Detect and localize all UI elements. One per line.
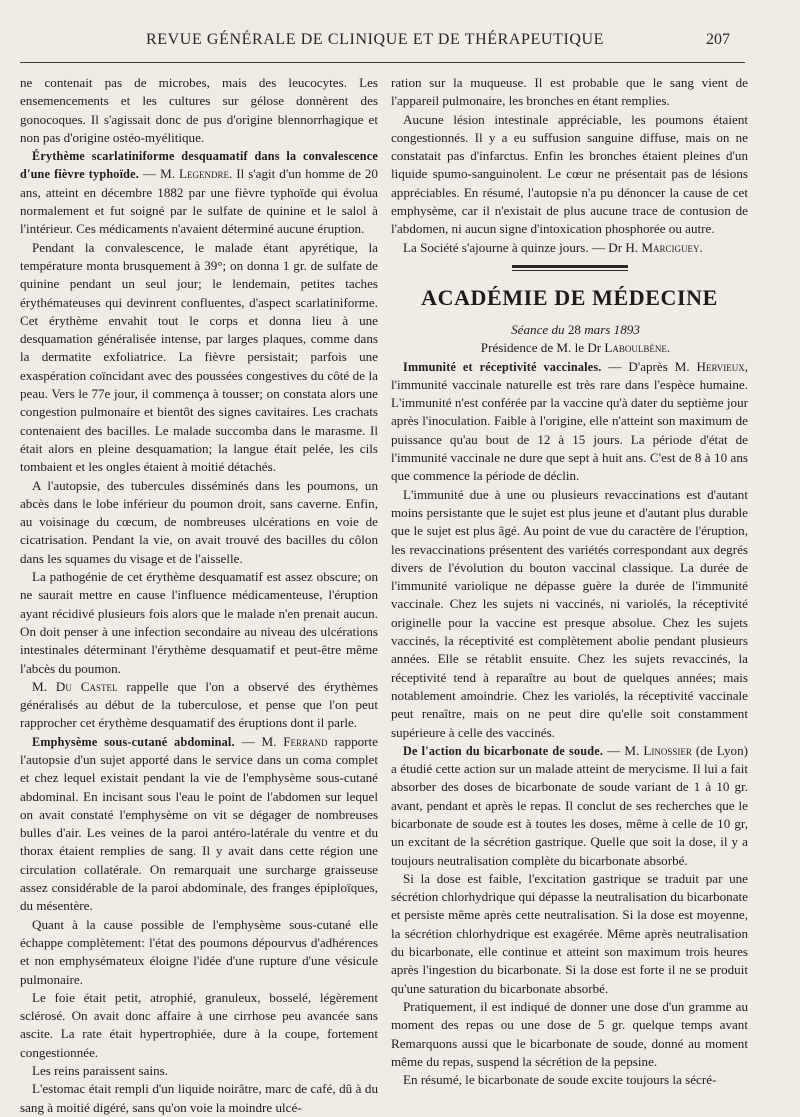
- right-paragraph-societe: La Société s'ajourne à quinze jours. — Dr H. Marciguey.: [403, 239, 703, 255]
- section-heading-immunite: Immunité et réceptivité vaccinales.: [403, 359, 602, 374]
- running-head: [0, 27, 800, 53]
- left-paragraph-emphyseme: Emphysème sous-cutané abdominal. — M. Ferrand rapporte l'autopsie d'un sujet apporté dans le service dans un coma complet et chez lequel existait pendant la vie de l'emphysème sous-cutané abdominal. En incisant sous l'eau le point de l'abdomen sur lequel on avait constaté l'emphysème on vit se dégager de nombreuses bulles d'air. Les veines de la paroi antéro-latérale du ventre et du thorax étaient remplies de sang. Il y avait dans cette région une circulation collatérale. On remarquait une surcharge graisseuse assez considérable de la paroi abdominale, des franges épiploïques, du mésentère.: [20, 733, 378, 914]
- running-title: REVUE GÉNÉRALE DE CLINIQUE ET DE THÉRAPEUTIQUE: [146, 31, 605, 48]
- session-date: Séance du 28 mars 1893: [511, 321, 640, 337]
- header-rule: [20, 62, 745, 63]
- page-number: 207: [706, 31, 730, 48]
- author-name: Linossier: [643, 742, 692, 758]
- right-paragraph-pratiquement: Pratiquement, il est indiqué de donner une dose d'un gramme au moment des repas ou une dose de 5 gr. quelque temps avant Remarquons aussi que le bicarbonate de soude, donné au moment même du repas, suspend la sécrétion de la pepsine.: [391, 998, 748, 1069]
- right-paragraph-lesions: Aucune lésion intestinale appréciable, les poumons étaient congestionnés. Il y a eu suffusion sanguine diffuse, mais on ne constatait pas d'infarctus. Enfin les bronches étaient pleines d'un liquide spumo-sanguinolent. Le cœur ne présentait pas de lésions appréciables. En résumé, l'autopsie n'a pu dénoncer la cause de cet emphysème, car il n'existait de plus aucune trace de contusion de l'abdomen, ni aucun signe d'intoxication phosphorée ou autre.: [391, 111, 748, 237]
- left-column: [20, 74, 378, 1117]
- author-name: Ferrand: [283, 733, 328, 749]
- left-paragraph-reins: Les reins paraissent sains.: [32, 1063, 168, 1079]
- author-name: Du Castel: [55, 678, 118, 694]
- right-paragraph-dose: Si la dose est faible, l'excitation gastrique se traduit par une sécrétion chlorhydrique qui dépasse la neutralisation du bicarbonate et persiste même après cette neutralisation. Si la dose est moyenne, la sécrétion chlorhydrique est exagérée. Même après neutralisation du bicarbonate, elle continue et atteint son maximum trois heures après l'ingestion du bicarbonate. Si la dose est forte il ne se produit qu'une saturation du bicarbonate absorbé.: [391, 870, 748, 996]
- section-heading-emphyseme: Emphysème sous-cutané abdominal.: [32, 734, 235, 749]
- right-paragraph-1: ration sur la muqueuse. Il est probable que le sang vient de l'appareil pulmonaire, les bronches en étant remplies.: [391, 75, 748, 109]
- section-heading-erytheme: Érythème scarlatiniforme desquamatif dans la convalescence d'une fièvre typhoïde.: [20, 149, 378, 182]
- left-paragraph-du-castel: M. Du Castel rappelle que l'on a observé des érythèmes généralisés au début de la tuberculose, et pense que l'on peut rapprocher cet érythème desquamatif des éruptions dont il parle.: [20, 678, 378, 731]
- left-paragraph-pathogenie: La pathogénie de cet érythème desquamatif est assez obscure; on ne saurait mettre en cause l'influence médicamenteuse, l'éruption ayant récidivé plusieurs fois alors que le malade n'en prenait aucun. On doit penser à une infection secondaire au niveau des ulcérations intestinales déterminant l'érythème desquamatif et peut-être même l'abcès du poumon.: [20, 569, 378, 676]
- section-separator-rule: [512, 265, 628, 271]
- left-paragraph-cause: Quant à la cause possible de l'emphysème sous-cutané elle échappe complètement: l'état des poumons dépourvus d'adhérences et non emphysémateux éloigne l'idée d'une rupture d'une vésicule pulmonaire.: [20, 916, 378, 987]
- right-paragraph-resume: En résumé, le bicarbonate de soude excite toujours la sécré-: [403, 1072, 717, 1088]
- presidency-line: Présidence de M. le Dr Laboulbène.: [480, 340, 671, 356]
- left-paragraph-1: ne contenait pas de microbes, mais des leucocytes. Les ensemencements et les cultures sur gélose donnèrent des gonocoques. Il s'agissait donc de pus d'origine blennorrhagique et non pas d'origine ostéo-myélitique.: [20, 75, 378, 145]
- author-name: Legendre: [178, 166, 229, 182]
- right-column: [391, 74, 748, 1089]
- academy-heading: ACADÉMIE DE MÉDECINE: [421, 284, 718, 310]
- left-paragraph-autopsie: A l'autopsie, des tubercules disséminés dans les poumons, un abcès dans le lobe inférieur du poumon droit, sans caverne. Enfin, au voisinage du cœcum, de nombreuses ulcérations en voie de cicatrisation. Pendant la vie, on avait trouvé des bacilles du côlon dans les squames du visage et de l'aisselle.: [20, 477, 378, 566]
- left-paragraph-estomac: L'estomac était rempli d'un liquide noirâtre, marc de café, dû à du sang à moitié digéré, sans qu'on voie la moindre ulcé-: [20, 1081, 378, 1115]
- left-paragraph-convalescence: Pendant la convalescence, le malade étant apyrétique, la température monta brusquement à 39°; on donna 1 gr. de sulfate de quinine pendant un seul jour; le lendemain, petites taches érythémateuses qui devinrent confluentes, d'aspect scarlatiniforme. Cet érythème envahit tout le corps et donna lieu à une desquamation généralisée intense, par larges plaques, comme dans la dermatite exfoliatrice. La fièvre persistait; parfois une exaspération coïncidant avec des poussées congestives du côté de la peau. Vers le 77e jour, il commença à tousser; on constata alors une congestion pulmonaire et bientôt des signes cavitaires. Les crachats contenaient des bacilles. Le malade succomba dans le marasme. Il était alors en pleine desquamation; la langue était pelée, les cils tombaient et les ongles étaient à moitié détachés.: [20, 239, 378, 475]
- left-paragraph-erytheme: Érythème scarlatiniforme desquamatif dans la convalescence d'une fièvre typhoïde. — M. Legendre. Il s'agit d'un homme de 20 ans, atteint en décembre 1882 par une fièvre typhoïde qui évolua normalement et fut soigné par le sulfate de quinine et le salol à l'intérieur. Ces médicaments n'avaient déterminé aucune éruption.: [20, 149, 378, 237]
- author-name: Hervieux: [696, 358, 745, 374]
- author-name: Marciguey: [641, 239, 700, 255]
- right-paragraph-revaccinations: L'immunité due à une ou plusieurs revaccinations est d'autant moins persistante que le sujet est plus jeune et d'autant plus durable que le sujet est plus âgé. Au point de vue du caractère de l'éruption, les revaccinations présentent des variétés correspondant aux degrés divers de l'évolution du bouton vaccinal classique. La durée de l'immunité variolique ne dépasse guère la durée de l'immunité vaccinale. Chez les sujets ni vaccinés, ni variolés, la réceptivité originelle pour la vaccine est presque absolue. Chez les sujets vaccinés, la réceptivité est complètement abolie pendant plusieurs années. Elle se rétablit ensuite. Chez les sujets revaccinés, la réceptivité tend à reparaître au bout de quelques années; mais notablement amoindrie. Chez les variolés, la réceptivité vaccinale peut renaître, mais on ne peut dire qu'elle soit constamment supérieure à celle des vaccinés.: [391, 486, 748, 740]
- right-paragraph-bicarbonate: De l'action du bicarbonate de soude. — M. Linossier (de Lyon) a étudié cette action sur un malade atteint de merycisme. Il lui a fait absorber des doses de bicarbonate de soude variant de 1 à 10 gr. avant, pendant et après le repas. Il conclut de ses recherches que le bicarbonate de soude est à toutes les doses, même à celle de 10 gr, un excitant de la sécrétion gastrique. Quelle que soit la dose, il y a toujours neutralisation complète du bicarbonate absorbé.: [391, 742, 748, 868]
- section-heading-bicarbonate: De l'action du bicarbonate de soude.: [403, 743, 604, 758]
- left-paragraph-foie: Le foie était petit, atrophié, granuleux, bosselé, légèrement sclérosé. On avait donc affaire à une cirrhose peu avancée sans ascite. La rate était hypertrophiée, dure à la coupe, fortement congestionnée.: [20, 989, 378, 1060]
- president-name: Laboulbène: [604, 340, 667, 356]
- right-paragraph-immunite: Immunité et réceptivité vaccinales. — D'après M. Hervieux, l'immunité vaccinale naturelle est très rare dans l'espèce humaine. L'immunité n'est conférée par la vaccine qu'à dater du septième jour après l'inoculation. Faible à l'origine, elle n'atteint son maximum de puissance qu'au bout de 12 à 15 jours. La période d'état de l'immunité vaccinale ne dure que sept à huit ans. C'est de 8 à 10 ans que commence la période de déclin.: [391, 358, 748, 484]
